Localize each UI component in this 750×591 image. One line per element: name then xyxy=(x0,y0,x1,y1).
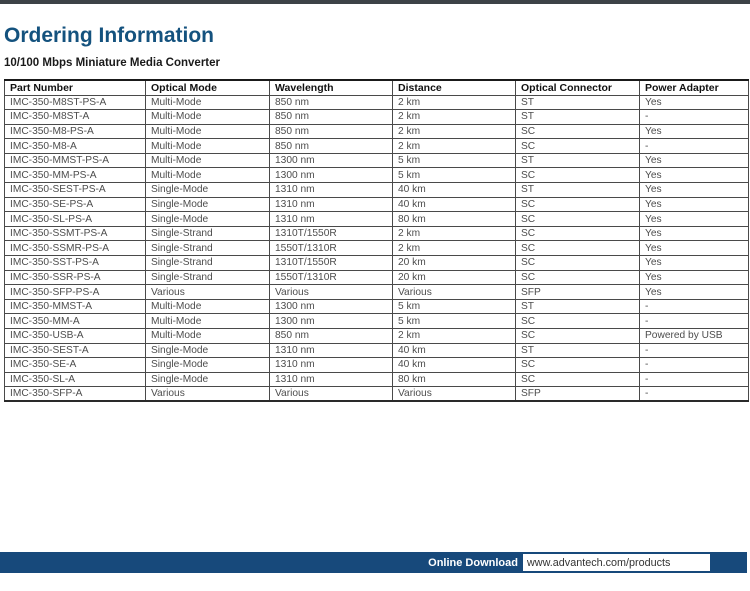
table-row xyxy=(5,153,749,168)
table-cell: 20 km xyxy=(393,270,516,285)
table-cell: 1310 nm xyxy=(270,183,393,198)
table-cell: Single-Strand xyxy=(146,241,270,256)
table-cell: Single-Mode xyxy=(146,372,270,387)
section-subtitle: 10/100 Mbps Miniature Media Converter xyxy=(4,57,221,69)
table-cell: 850 nm xyxy=(270,139,393,154)
download-url: www.advantech.com/products xyxy=(527,556,671,569)
table-row xyxy=(5,241,749,256)
table-row xyxy=(5,212,749,227)
table-cell: 5 km xyxy=(393,168,516,183)
table-cell: 2 km xyxy=(393,110,516,125)
table-cell: SC xyxy=(516,212,640,227)
table-cell: 1310 nm xyxy=(270,358,393,373)
table-cell: SC xyxy=(516,226,640,241)
table-cell: IMC-350-SEST-A xyxy=(5,343,146,358)
table-cell: ST xyxy=(516,95,640,110)
table-cell: Single-Strand xyxy=(146,226,270,241)
table-cell: IMC-350-M8-PS-A xyxy=(5,124,146,139)
table-cell: Various xyxy=(146,387,270,402)
table-row xyxy=(5,139,749,154)
table-cell: ST xyxy=(516,343,640,358)
table-cell: - xyxy=(640,387,749,402)
table-body xyxy=(5,95,749,401)
table-cell: 1310 nm xyxy=(270,197,393,212)
table-cell: IMC-350-SE-PS-A xyxy=(5,197,146,212)
table-cell: SC xyxy=(516,270,640,285)
table-cell: Single-Mode xyxy=(146,183,270,198)
table-row xyxy=(5,285,749,300)
table-cell: Various xyxy=(393,387,516,402)
table-cell: IMC-350-SSMT-PS-A xyxy=(5,226,146,241)
column-header: Power Adapter xyxy=(640,80,749,95)
table-cell: 1310 nm xyxy=(270,372,393,387)
table-row xyxy=(5,183,749,198)
table-row xyxy=(5,314,749,329)
table-cell: Various xyxy=(393,285,516,300)
table-cell: 20 km xyxy=(393,256,516,271)
table-cell: SC xyxy=(516,197,640,212)
table-cell: Multi-Mode xyxy=(146,168,270,183)
table-cell: 2 km xyxy=(393,95,516,110)
table-cell: IMC-350-M8-A xyxy=(5,139,146,154)
table-cell: Multi-Mode xyxy=(146,110,270,125)
table-cell: SC xyxy=(516,372,640,387)
table-cell: IMC-350-SL-PS-A xyxy=(5,212,146,227)
table-row xyxy=(5,358,749,373)
table-cell: 1310T/1550R xyxy=(270,256,393,271)
table-cell: IMC-350-MMST-A xyxy=(5,299,146,314)
table-cell: IMC-350-MM-A xyxy=(5,314,146,329)
table-cell: Multi-Mode xyxy=(146,124,270,139)
footer-bar xyxy=(0,552,747,573)
table-cell: Yes xyxy=(640,168,749,183)
table-cell: Single-Mode xyxy=(146,343,270,358)
table-row xyxy=(5,95,749,110)
table-cell: SFP xyxy=(516,387,640,402)
download-url-box xyxy=(523,554,710,571)
table-cell: Single-Strand xyxy=(146,270,270,285)
table-cell: Single-Mode xyxy=(146,212,270,227)
table-cell: 5 km xyxy=(393,314,516,329)
table-row xyxy=(5,197,749,212)
table-cell: 2 km xyxy=(393,124,516,139)
table-cell: 1550T/1310R xyxy=(270,241,393,256)
table-cell: Yes xyxy=(640,197,749,212)
table-cell: 40 km xyxy=(393,183,516,198)
table-cell: 2 km xyxy=(393,241,516,256)
table-cell: 1300 nm xyxy=(270,314,393,329)
column-header: Part Number xyxy=(5,80,146,95)
table-cell: Yes xyxy=(640,270,749,285)
table-cell: IMC-350-SFP-PS-A xyxy=(5,285,146,300)
table-cell: SC xyxy=(516,256,640,271)
table-cell: - xyxy=(640,343,749,358)
table-cell: IMC-350-SSMR-PS-A xyxy=(5,241,146,256)
table-cell: 40 km xyxy=(393,358,516,373)
table-cell: IMC-350-SEST-PS-A xyxy=(5,183,146,198)
table-cell: IMC-350-SST-PS-A xyxy=(5,256,146,271)
table-cell: Powered by USB xyxy=(640,329,749,344)
table-cell: Yes xyxy=(640,153,749,168)
table-row xyxy=(5,168,749,183)
table-cell: 40 km xyxy=(393,343,516,358)
table-cell: IMC-350-USB-A xyxy=(5,329,146,344)
table-cell: Various xyxy=(270,285,393,300)
table-cell: ST xyxy=(516,110,640,125)
table-row xyxy=(5,329,749,344)
table-row xyxy=(5,256,749,271)
table-cell: - xyxy=(640,358,749,373)
table-cell: IMC-350-M8ST-PS-A xyxy=(5,95,146,110)
table-cell: 2 km xyxy=(393,329,516,344)
table-cell: Yes xyxy=(640,285,749,300)
table-cell: SC xyxy=(516,139,640,154)
table-cell: Single-Mode xyxy=(146,197,270,212)
table-cell: Various xyxy=(146,285,270,300)
column-header: Distance xyxy=(393,80,516,95)
table-cell: Single-Strand xyxy=(146,256,270,271)
table-cell: IMC-350-SSR-PS-A xyxy=(5,270,146,285)
table-cell: IMC-350-MM-PS-A xyxy=(5,168,146,183)
table-cell: - xyxy=(640,139,749,154)
table-cell: - xyxy=(640,110,749,125)
table-cell: 850 nm xyxy=(270,329,393,344)
table-cell: Multi-Mode xyxy=(146,329,270,344)
table-cell: SC xyxy=(516,241,640,256)
table-cell: SFP xyxy=(516,285,640,300)
table-cell: 5 km xyxy=(393,299,516,314)
table-cell: 1550T/1310R xyxy=(270,270,393,285)
table-cell: Yes xyxy=(640,95,749,110)
table-cell: SC xyxy=(516,358,640,373)
table-row xyxy=(5,226,749,241)
top-divider-bar xyxy=(0,0,750,4)
table-cell: 1300 nm xyxy=(270,153,393,168)
table-row xyxy=(5,124,749,139)
table-cell: SC xyxy=(516,329,640,344)
table-cell: 2 km xyxy=(393,139,516,154)
table-row xyxy=(5,372,749,387)
table-cell: ST xyxy=(516,153,640,168)
table-cell: Multi-Mode xyxy=(146,139,270,154)
table-cell: - xyxy=(640,299,749,314)
table-row xyxy=(5,299,749,314)
table-cell: 80 km xyxy=(393,372,516,387)
table-cell: ST xyxy=(516,183,640,198)
table-cell: 2 km xyxy=(393,226,516,241)
table-cell: Yes xyxy=(640,226,749,241)
table-cell: Yes xyxy=(640,212,749,227)
table-cell: IMC-350-SL-A xyxy=(5,372,146,387)
table-header-row xyxy=(5,80,749,95)
table-cell: Multi-Mode xyxy=(146,153,270,168)
table-cell: Yes xyxy=(640,241,749,256)
table-row xyxy=(5,343,749,358)
column-header: Optical Mode xyxy=(146,80,270,95)
table-cell: 1300 nm xyxy=(270,168,393,183)
table-cell: 1310 nm xyxy=(270,343,393,358)
table-cell: SC xyxy=(516,314,640,329)
table-cell: Yes xyxy=(640,183,749,198)
table-cell: IMC-350-SFP-A xyxy=(5,387,146,402)
table-cell: Single-Mode xyxy=(146,358,270,373)
table-cell: Yes xyxy=(640,256,749,271)
column-header: Optical Connector xyxy=(516,80,640,95)
table-cell: 1300 nm xyxy=(270,299,393,314)
table-row xyxy=(5,387,749,402)
table-cell: SC xyxy=(516,124,640,139)
table-row xyxy=(5,110,749,125)
table-cell: 850 nm xyxy=(270,110,393,125)
table-cell: IMC-350-MMST-PS-A xyxy=(5,153,146,168)
table-cell: - xyxy=(640,314,749,329)
table-cell: 850 nm xyxy=(270,124,393,139)
table-cell: 80 km xyxy=(393,212,516,227)
table-cell: 1310 nm xyxy=(270,212,393,227)
table-cell: Multi-Mode xyxy=(146,299,270,314)
column-header: Wavelength xyxy=(270,80,393,95)
table-cell: SC xyxy=(516,168,640,183)
table-cell: IMC-350-SE-A xyxy=(5,358,146,373)
table-cell: Multi-Mode xyxy=(146,95,270,110)
table-cell: - xyxy=(640,372,749,387)
table-cell: ST xyxy=(516,299,640,314)
table-cell: IMC-350-M8ST-A xyxy=(5,110,146,125)
table-cell: 850 nm xyxy=(270,95,393,110)
table-cell: 40 km xyxy=(393,197,516,212)
table-cell: 1310T/1550R xyxy=(270,226,393,241)
table-cell: Various xyxy=(270,387,393,402)
online-download-label: Online Download xyxy=(428,556,518,569)
table-row xyxy=(5,270,749,285)
table-cell: Multi-Mode xyxy=(146,314,270,329)
page-title: Ordering Information xyxy=(4,24,214,47)
table-cell: Yes xyxy=(640,124,749,139)
table-cell: 5 km xyxy=(393,153,516,168)
ordering-table xyxy=(4,79,749,402)
